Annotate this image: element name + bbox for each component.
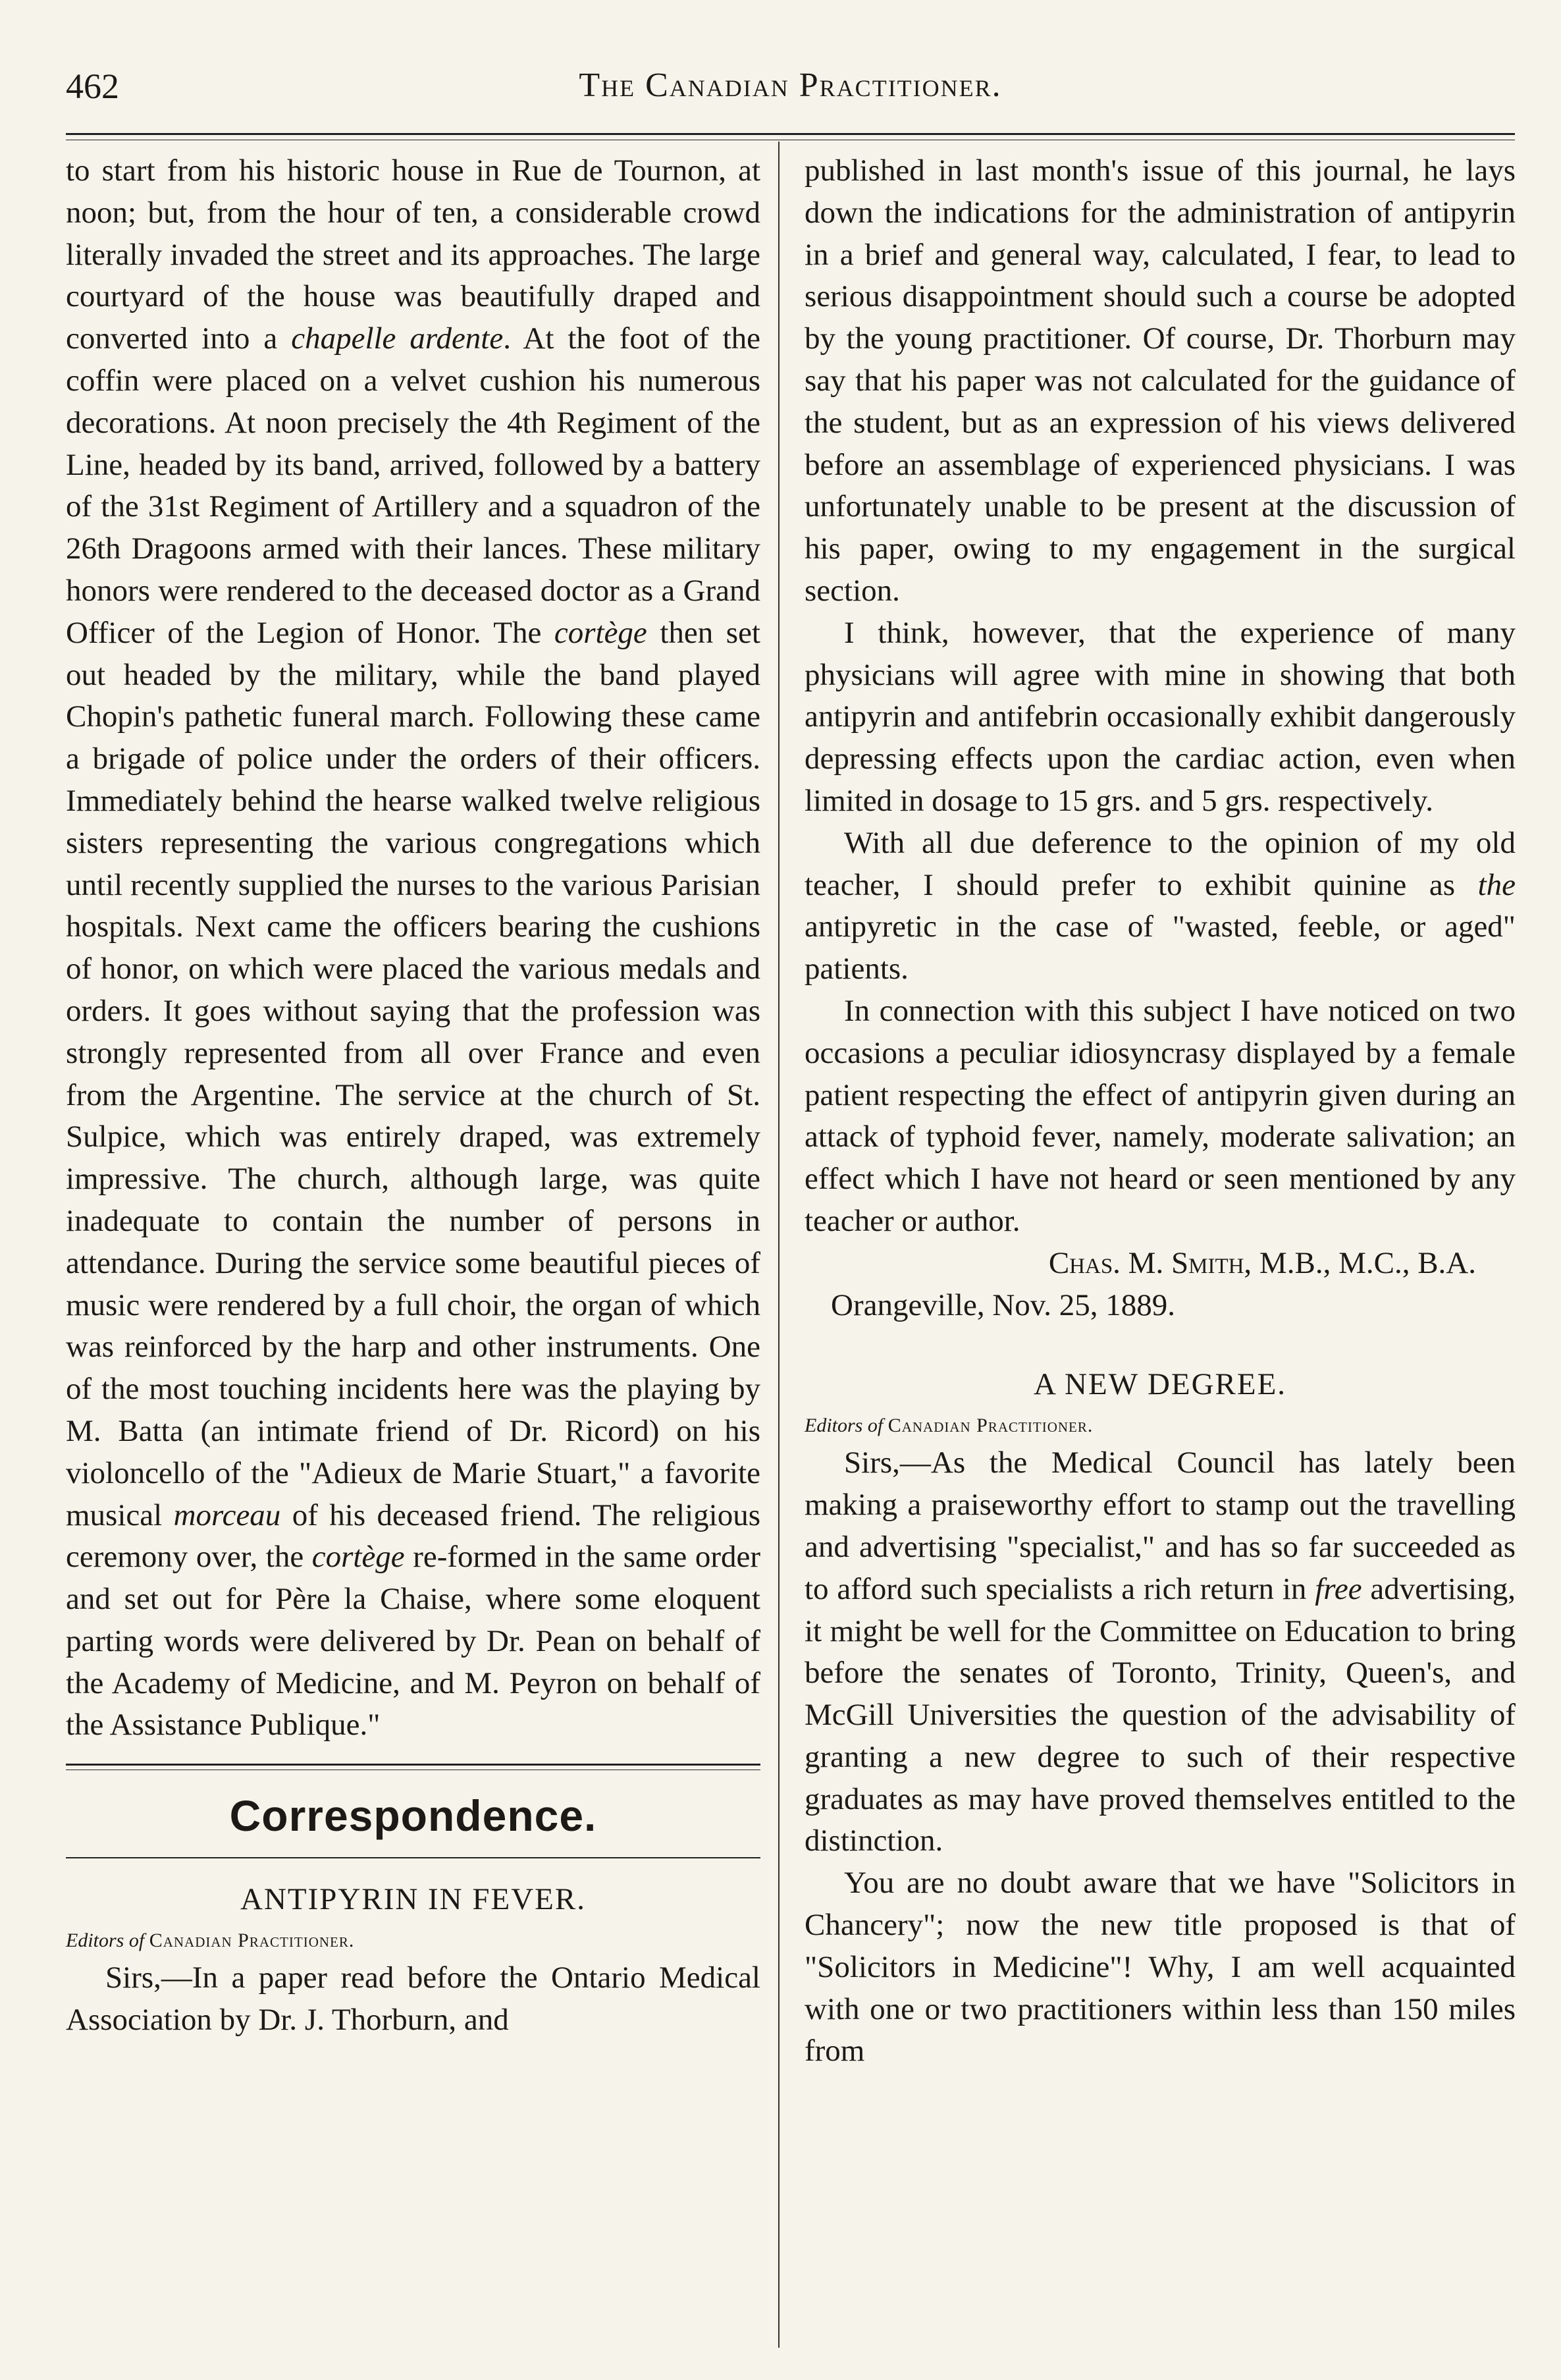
running-head (66, 66, 1515, 125)
journal-title: The Canadian Practitioner. (579, 67, 1002, 104)
page-number: 462 (66, 67, 119, 106)
letter-paragraph-4: In connection with this subject I have noticed on two occasions a peculiar idiosyncrasy displayed by a female patient respecting the effect of antipyrin given during an attack of typhoid fever, namely, moderate salivation; an effect which I have not heard or seen mentioned by any teacher or author. (805, 993, 1516, 1238)
right-column (805, 150, 1516, 2072)
article-title-new-degree: A NEW DEGREE. (1033, 1367, 1287, 1402)
letter-opening: Sirs,—In a paper read before the Ontario Medical Association by Dr. J. Thorburn, and (66, 1961, 760, 2038)
letter-paragraph-2: I think, however, that the experience of many physicians will agree with mine in showing that both antipyrin and antifebrin occasionally exhibit dangerously depressing effects upon the cardiac action, even when limited in dosage to 15 grs. and 5 grs. respectively. (805, 615, 1516, 818)
header-rule (66, 133, 1515, 135)
letter-paragraph-3: With all due deference to the opinion of my old teacher, I should prefer to exhibit quinine as the antipyretic in the case of "wasted, feeble, or aged" patients. (805, 825, 1516, 987)
section-rule (66, 1764, 760, 1766)
signature: Chas. M. Smith, M.B., M.C., B.A. (1048, 1245, 1476, 1280)
degree-paragraph-2: You are no doubt aware that we have "Solicitors in Chancery"; now the new title proposed is that of "Solicitors in Medicine"! Why, I am well acquainted with one or two practitioners within less than 150 miles from (805, 1866, 1516, 2069)
column-divider (778, 142, 780, 2348)
section-title: Correspondence. (229, 1791, 597, 1841)
editors-line: Editors of Canadian Practitioner. (66, 1930, 355, 1952)
editors-line: Editors of Canadian Practitioner. (805, 1415, 1094, 1437)
left-column (66, 150, 760, 2042)
degree-paragraph-1: Sirs,—As the Medical Council has lately been making a praiseworthy effort to stamp out the travelling and advertising "specialist," and has so far succeeded as to afford such specialists a rich return in free advertising, it might be well for the Committee on Education to bring before the senates of Toronto, Trinity, Queen's, and McGill Universities the question of the advisability of granting a new degree to such of their respective graduates as may have proved themselves entitled to the distinction. (805, 1446, 1516, 1858)
signature-place: Orangeville, Nov. 25, 1889. (831, 1287, 1175, 1322)
article-title-antipyrin: ANTIPYRIN IN FEVER. (240, 1882, 586, 1917)
section-underrule (66, 1857, 760, 1858)
letter-paragraph-1: published in last month's issue of this journal, he lays down the indications for the administration of antipyrin in a brief and general way, calculated, I fear, to lead to serious disappointment should such a course be adopted by the young practitioner. Of course, Dr. Thorburn may say that his paper was not calculated for the guidance of the student, but as an expression of his views delivered before an assemblage of experienced physicians. I was unfortunately unable to be present at the discussion of his paper, owing to my engagement in the surgical section. (805, 153, 1516, 608)
funeral-paragraph: to start from his historic house in Rue de Tournon, at noon; but, from the hour of ten, a considerable crowd literally invaded the street and its approaches. The large courtyard of the house was beautifully draped and converted into a chapelle ardente. At the foot of the coffin were placed on a velvet cushion his numerous decorations. At noon precisely the 4th Regiment of the Line, headed by its band, arrived, followed by a battery of the 31st Regiment of Artillery and a squadron of the 26th Dragoons armed with their lances. These military honors were rendered to the deceased doctor as a Grand Officer of the Legion of Honor. The cortège then set out headed by the military, while the band played Chopin's pathetic funeral march. Following these came a brigade of police under the orders of their officers. Immediately behind the hearse walked twelve religious sisters representing the various congregations which until recently supplied the nurses to the various Parisian hospitals. Next came the officers bearing the cushions of honor, on which were placed the various medals and orders. It goes without saying that the profession was strongly represented from all over France and even from the Argentine. The service at the church of St. Sulpice, which was entirely draped, was extremely impressive. The church, although large, was quite inadequate to contain the number of persons in attendance. During the service some beautiful pieces of music were rendered by a full choir, the organ of which was reinforced by the harp and other instruments. One of the most touching incidents here was the playing by M. Batta (an intimate friend of Dr. Ricord) on his violoncello of the "Adieux de Marie Stuart," a favorite musical morceau of his deceased friend. The religious ceremony over, the cortège re-formed in the same order and set out for Père la Chaise, where some eloquent parting words were delivered by Dr. Pean on behalf of the Academy of Medicine, and M. Peyron on behalf of the Assistance Publique." (66, 153, 761, 1743)
